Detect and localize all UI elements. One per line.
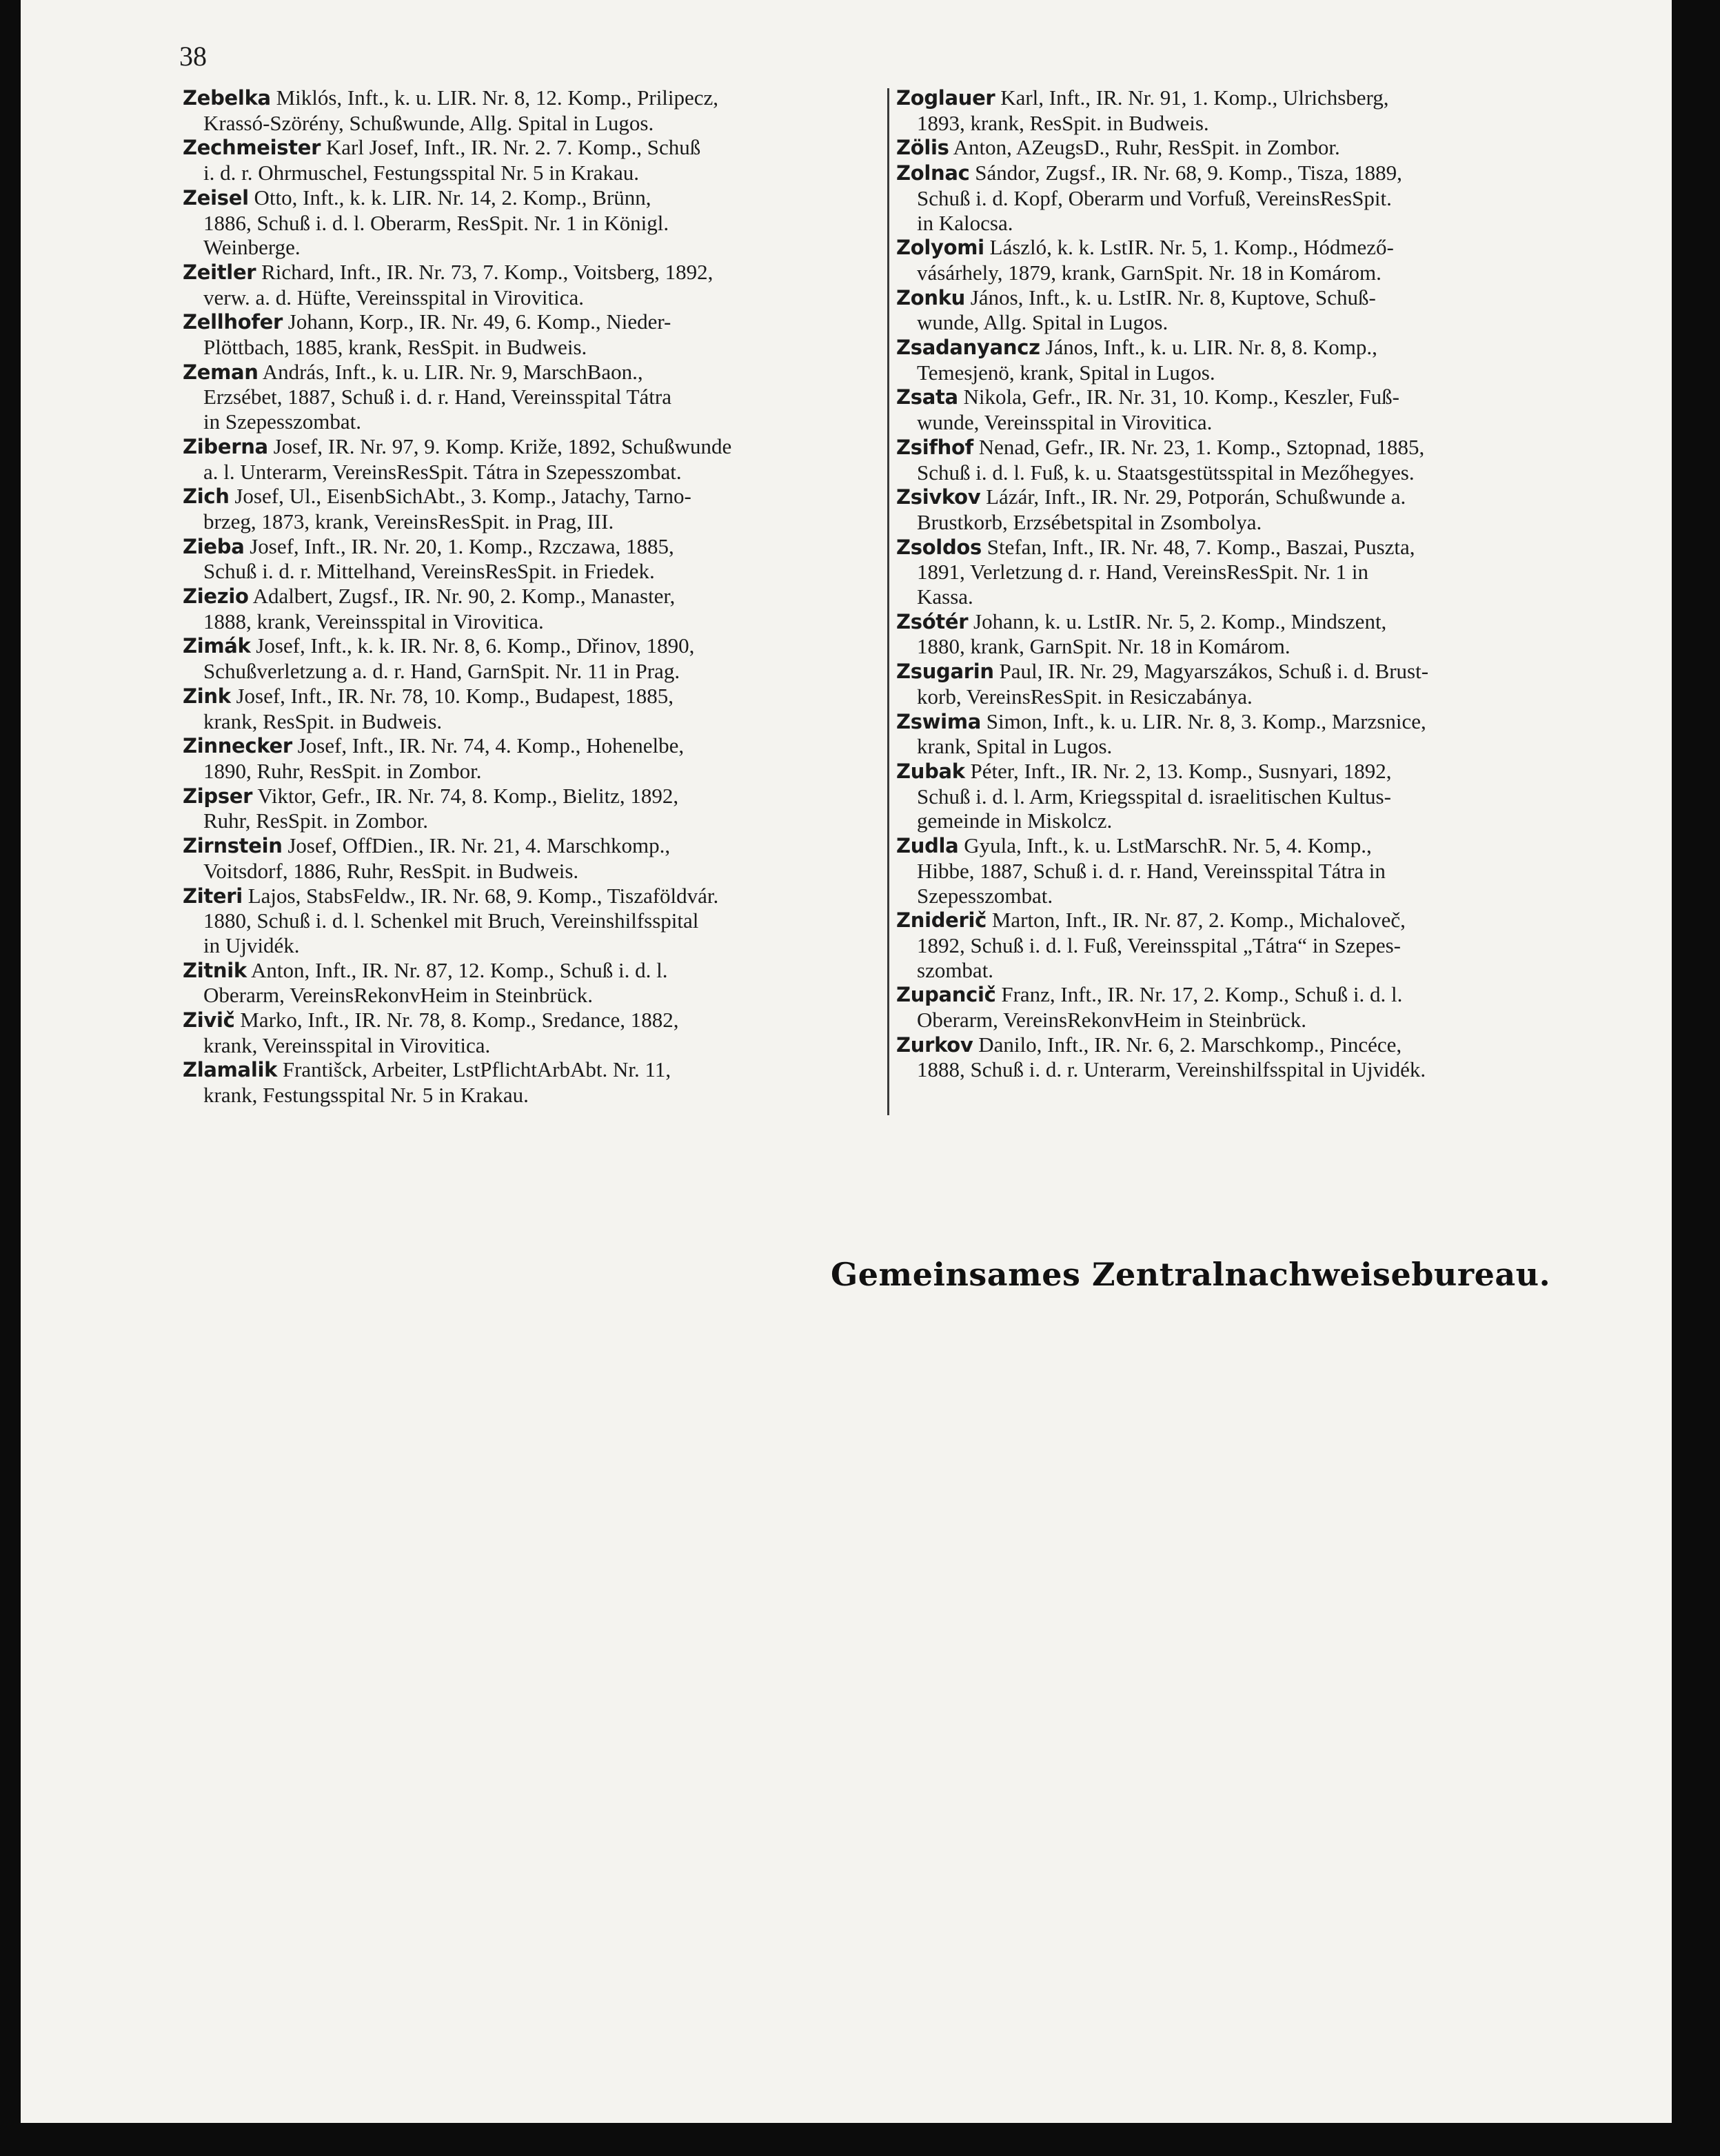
entry-line	[896, 784, 1606, 809]
entry-surname: Zipser	[183, 784, 253, 808]
entry-line	[183, 709, 882, 734]
list-item	[183, 733, 882, 783]
entry-text: Richard, Inft., IR. Nr. 73, 7. Komp., Voitsberg, 1892,	[261, 259, 714, 284]
entry-text: in Szepesszombat.	[203, 409, 362, 434]
entry-line	[183, 335, 882, 360]
list-item	[896, 485, 1606, 534]
entry-line	[183, 434, 882, 460]
list-item	[183, 1057, 882, 1107]
entry-line	[896, 1033, 1606, 1058]
entry-line	[183, 309, 882, 335]
entry-line	[183, 983, 882, 1008]
entry-surname: Zsivkov	[896, 485, 981, 509]
entry-line	[183, 460, 882, 485]
entry-line	[183, 609, 882, 634]
entry-line	[896, 485, 1606, 510]
list-item	[896, 833, 1606, 908]
entry-text: Karl Josef, Inft., IR. Nr. 2. 7. Komp., Schuß	[325, 135, 701, 160]
entry-surname: Zivič	[183, 1008, 235, 1033]
entry-text: Johann, Korp., IR. Nr. 49, 6. Komp., Nieder-	[287, 309, 671, 334]
list-item	[896, 161, 1606, 235]
entry-surname: Zechmeister	[183, 136, 321, 160]
entry-line	[183, 584, 882, 609]
entry-surname: Zswima	[896, 709, 982, 733]
entry-surname: Zsifhof	[896, 435, 973, 459]
entry-line	[183, 684, 882, 709]
entry-text: 1893, krank, ResSpit. in Budweis.	[917, 110, 1209, 135]
entry-text: János, Inft., k. u. LstIR. Nr. 8, Kuptove, Schuß-	[970, 285, 1376, 309]
entry-text: krank, ResSpit. in Budweis.	[203, 709, 443, 733]
list-item	[896, 659, 1606, 709]
entry-line	[183, 784, 882, 809]
entry-surname: Zonku	[896, 285, 966, 309]
entry-text: Josef, Ul., EisenbSichAbt., 3. Komp., Jatachy, Tarno-	[234, 484, 691, 509]
entry-surname: Zsoldos	[896, 535, 982, 559]
list-item	[183, 85, 882, 135]
list-item	[896, 609, 1606, 659]
entry-text: Anton, Inft., IR. Nr. 87, 12. Komp., Schuß i. d. l.	[250, 957, 668, 982]
entry-line	[896, 161, 1606, 186]
entry-line	[183, 958, 882, 984]
list-item	[896, 235, 1606, 285]
entry-line	[896, 460, 1606, 485]
entry-line	[183, 808, 882, 833]
entry-text: 1890, Ruhr, ResSpit. in Zombor.	[203, 758, 482, 783]
entry-surname: Zich	[183, 485, 230, 509]
entry-line	[896, 709, 1606, 735]
entry-text: 1888, Schuß i. d. r. Unterarm, Vereinshilfsspital in Ujvidék.	[917, 1057, 1426, 1082]
entry-text: Gyula, Inft., k. u. LstMarschR. Nr. 5, 4. Komp.,	[964, 833, 1372, 858]
entry-surname: Zupancič	[896, 983, 996, 1007]
entry-text: vásárhely, 1879, krank, GarnSpit. Nr. 18 in Komárom.	[917, 260, 1382, 285]
list-item	[183, 484, 882, 533]
entry-surname: Zolyomi	[896, 236, 984, 260]
entry-line	[896, 982, 1606, 1008]
list-item	[183, 684, 882, 733]
entry-line	[896, 1057, 1606, 1082]
entry-line	[896, 859, 1606, 884]
entry-text: Karl, Inft., IR. Nr. 91, 1. Komp., Ulrichsberg,	[1000, 85, 1389, 110]
entry-text: Lajos, StabsFeldw., IR. Nr. 68, 9. Komp., Tiszaföldvár.	[247, 883, 719, 908]
entry-line	[183, 111, 882, 136]
entry-line	[896, 560, 1606, 584]
entry-surname: Ziezio	[183, 584, 249, 609]
entry-line	[896, 884, 1606, 908]
entry-line	[896, 1008, 1606, 1033]
entry-line	[183, 135, 882, 161]
entry-surname: Zink	[183, 684, 231, 708]
entry-surname: Zsótér	[896, 609, 969, 633]
entry-text: Simon, Inft., k. u. LIR. Nr. 8, 3. Komp., Marzsnice,	[986, 709, 1426, 733]
entry-text: krank, Spital in Lugos.	[917, 734, 1113, 759]
entry-text: wunde, Vereinsspital in Virovitica.	[917, 410, 1213, 435]
entry-text: Erzsébet, 1887, Schuß i. d. r. Hand, Vereinsspital Tátra	[203, 385, 671, 409]
entry-text: a. l. Unterarm, VereinsResSpit. Tátra in Szepesszombat.	[203, 459, 682, 484]
entry-text: Kassa.	[917, 584, 973, 609]
entry-line	[896, 684, 1606, 709]
list-item	[183, 784, 882, 833]
entry-text: korb, VereinsResSpit. in Resiczabánya.	[917, 684, 1253, 709]
entry-line	[183, 85, 882, 111]
entry-surname: Zolnac	[896, 161, 970, 185]
entry-text: krank, Festungsspital Nr. 5 in Krakau.	[203, 1083, 529, 1108]
entry-surname: Zieba	[183, 534, 245, 558]
entry-text: Péter, Inft., IR. Nr. 2, 13. Komp., Susnyari, 1892,	[970, 758, 1392, 783]
entry-text: László, k. k. LstIR. Nr. 5, 1. Komp., Hódmező-	[989, 235, 1394, 260]
entry-text: 1880, Schuß i. d. l. Schenkel mit Bruch, Vereinshilfsspital	[203, 908, 699, 933]
entry-surname: Zeisel	[183, 185, 249, 210]
entry-line	[183, 1057, 882, 1083]
entry-text: Plöttbach, 1885, krank, ResSpit. in Budweis.	[203, 335, 587, 360]
entry-line	[183, 385, 882, 409]
entry-line	[896, 759, 1606, 784]
entry-text: krank, Vereinsspital in Virovitica.	[203, 1033, 491, 1057]
entry-line	[896, 958, 1606, 983]
entry-line	[896, 186, 1606, 211]
entry-line	[896, 285, 1606, 311]
entry-line	[896, 535, 1606, 560]
entry-surname: Zsadanyancz	[896, 336, 1040, 360]
document-page	[21, 0, 1672, 2123]
entry-text: Schuß i. d. Kopf, Oberarm und Vorfuß, VereinsResSpit.	[917, 185, 1392, 210]
entry-line	[183, 1033, 882, 1058]
entry-text: Schußverletzung a. d. r. Hand, GarnSpit. Nr. 11 in Prag.	[203, 659, 680, 684]
entry-line	[183, 884, 882, 909]
entry-text: Schuß i. d. l. Fuß, k. u. Staatsgestütsspital in Mezőhegyes.	[917, 460, 1415, 485]
list-item	[896, 1033, 1606, 1082]
entry-text: Oberarm, VereinsRekonvHeim in Steinbrück.	[917, 1008, 1307, 1033]
entry-line	[896, 360, 1606, 385]
entry-line	[183, 633, 882, 659]
list-item	[183, 633, 882, 683]
entry-line	[183, 185, 882, 211]
entry-line	[896, 734, 1606, 759]
entry-surname: Zitnik	[183, 958, 247, 982]
entry-text: Nenad, Gefr., IR. Nr. 23, 1. Komp., Sztopnad, 1885,	[978, 434, 1425, 459]
entry-text: Josef, Inft., IR. Nr. 74, 4. Komp., Hohenelbe,	[297, 733, 685, 758]
entry-surname: Zellhofer	[183, 310, 283, 334]
entry-line	[183, 559, 882, 584]
list-item	[896, 285, 1606, 335]
list-item	[896, 385, 1606, 434]
entry-line	[183, 161, 882, 185]
entry-line	[183, 1008, 882, 1033]
entry-text: Voitsdorf, 1886, Ruhr, ResSpit. in Budweis.	[203, 858, 579, 883]
entry-surname: Zniderič	[896, 908, 987, 933]
entry-line	[896, 211, 1606, 236]
entry-text: in Kalocsa.	[917, 210, 1013, 235]
entry-surname: Zurkov	[896, 1033, 973, 1057]
entry-text: 1880, krank, GarnSpit. Nr. 18 in Komárom.	[917, 634, 1291, 659]
entry-surname: Ziberna	[183, 434, 268, 458]
entry-line	[896, 85, 1606, 111]
entry-text: Josef, OffDien., IR. Nr. 21, 4. Marschkomp.,	[287, 833, 671, 858]
left-column	[183, 85, 882, 1108]
entry-line	[896, 261, 1606, 285]
entry-surname: Zeitler	[183, 260, 256, 284]
entry-surname: Zinnecker	[183, 734, 292, 758]
entry-surname: Zimák	[183, 634, 251, 658]
list-item	[183, 884, 882, 958]
entry-line	[183, 509, 882, 534]
entry-line	[183, 859, 882, 884]
list-item	[183, 434, 882, 484]
entry-text: Josef, Inft., IR. Nr. 78, 10. Komp., Budapest, 1885,	[236, 683, 674, 708]
entry-line	[183, 733, 882, 759]
entry-line	[896, 659, 1606, 684]
entry-line	[183, 1083, 882, 1108]
entry-line	[183, 484, 882, 509]
list-item	[183, 260, 882, 309]
entry-text: i. d. r. Ohrmuschel, Festungsspital Nr. 5 in Krakau.	[203, 161, 639, 185]
entry-text: Stefan, Inft., IR. Nr. 48, 7. Komp., Baszai, Puszta,	[987, 534, 1415, 559]
list-item	[183, 833, 882, 883]
entry-text: Sándor, Zugsf., IR. Nr. 68, 9. Komp., Tisza, 1889,	[975, 161, 1402, 185]
entry-text: Brustkorb, Erzsébetspital in Zsombolya.	[917, 509, 1262, 534]
entry-line	[896, 310, 1606, 335]
entry-text: Josef, Inft., k. k. IR. Nr. 8, 6. Komp., Dřinov, 1890,	[256, 633, 695, 658]
entry-text: Krassó-Szörény, Schußwunde, Allg. Spital in Lugos.	[203, 110, 654, 135]
section-heading: Gemeinsames Zentralnachweisebureau.	[831, 1256, 1551, 1293]
entry-text: gemeinde in Miskolcz.	[917, 808, 1113, 833]
list-item	[896, 335, 1606, 385]
entry-text: Lázár, Inft., IR. Nr. 29, Potporán, Schußwunde a.	[986, 485, 1406, 509]
entry-line	[183, 211, 882, 236]
entry-line	[183, 285, 882, 310]
entry-line	[896, 634, 1606, 659]
entry-text: 1892, Schuß i. d. l. Fuß, Vereinsspital „Tátra“ in Szepes-	[917, 933, 1401, 957]
entry-text: verw. a. d. Hüfte, Vereinsspital in Virovitica.	[203, 285, 584, 309]
entry-line	[896, 833, 1606, 859]
entry-surname: Zsata	[896, 385, 958, 409]
entry-line	[183, 659, 882, 684]
entry-text: Otto, Inft., k. k. LIR. Nr. 14, 2. Komp., Brünn,	[254, 185, 651, 210]
list-item	[896, 135, 1606, 161]
entry-text: Františck, Arbeiter, LstPflichtArbAbt. Nr. 11,	[282, 1057, 671, 1082]
entry-line	[183, 833, 882, 859]
entry-line	[896, 584, 1606, 609]
entry-text: Johann, k. u. LstIR. Nr. 5, 2. Komp., Mindszent,	[973, 609, 1387, 633]
list-item	[183, 958, 882, 1008]
entry-text: in Ujvidék.	[203, 933, 300, 957]
entry-text: wunde, Allg. Spital in Lugos.	[917, 310, 1168, 335]
entry-line	[183, 235, 882, 260]
list-item	[896, 435, 1606, 485]
entry-line	[896, 335, 1606, 360]
entry-text: Marton, Inft., IR. Nr. 87, 2. Komp., Michaloveč,	[991, 908, 1406, 933]
entry-line	[896, 808, 1606, 833]
list-item	[896, 982, 1606, 1032]
entry-line	[183, 534, 882, 560]
right-column	[896, 85, 1606, 1082]
entry-text: Paul, IR. Nr. 29, Magyarszákos, Schuß i. d. Brust-	[999, 659, 1429, 684]
list-item	[183, 1008, 882, 1057]
entry-text: Miklós, Inft., k. u. LIR. Nr. 8, 12. Komp., Prilipecz,	[276, 85, 719, 110]
entry-line	[183, 759, 882, 784]
list-item	[183, 185, 882, 260]
entry-line	[896, 385, 1606, 410]
entry-text: Marko, Inft., IR. Nr. 78, 8. Komp., Sredance, 1882,	[240, 1008, 679, 1033]
entry-line	[896, 510, 1606, 535]
entry-text: szombat.	[917, 957, 994, 982]
list-item	[896, 535, 1606, 609]
entry-text: Danilo, Inft., IR. Nr. 6, 2. Marschkomp., Pincéce,	[978, 1032, 1402, 1057]
page-number: 38	[179, 41, 207, 72]
entry-text: Adalbert, Zugsf., IR. Nr. 90, 2. Komp., Manaster,	[252, 584, 676, 609]
entry-line	[896, 933, 1606, 958]
list-item	[896, 709, 1606, 759]
entry-surname: Zeman	[183, 360, 259, 384]
entry-text: Hibbe, 1887, Schuß i. d. r. Hand, Vereinsspital Tátra in	[917, 858, 1386, 883]
entry-text: Josef, Inft., IR. Nr. 20, 1. Komp., Rzczawa, 1885,	[250, 533, 674, 558]
entry-text: Ruhr, ResSpit. in Zombor.	[203, 808, 428, 833]
entry-text: János, Inft., k. u. LIR. Nr. 8, 8. Komp.,	[1045, 335, 1377, 360]
entry-surname: Zubak	[896, 759, 965, 783]
entry-line	[896, 908, 1606, 933]
entry-text: Temesjenö, krank, Spital in Lugos.	[917, 360, 1215, 385]
entry-text: Josef, IR. Nr. 97, 9. Komp. Križe, 1892, Schußwunde	[273, 434, 732, 458]
entry-line	[183, 933, 882, 958]
entry-line	[896, 135, 1606, 161]
entry-text: 1886, Schuß i. d. l. Oberarm, ResSpit. Nr. 1 in Königl.	[203, 210, 669, 235]
list-item	[183, 534, 882, 584]
list-item	[183, 584, 882, 633]
entry-line	[896, 235, 1606, 261]
list-item	[183, 309, 882, 359]
list-item	[896, 759, 1606, 833]
entry-surname: Zlamalik	[183, 1058, 278, 1082]
entry-text: Franz, Inft., IR. Nr. 17, 2. Komp., Schuß i. d. l.	[1001, 982, 1403, 1007]
entry-line	[183, 908, 882, 933]
entry-line	[183, 409, 882, 434]
entry-surname: Zirnstein	[183, 834, 283, 858]
entry-text: Oberarm, VereinsRekonvHeim in Steinbrück.	[203, 983, 594, 1008]
entry-surname: Zebelka	[183, 86, 271, 110]
entry-text: Weinberge.	[203, 235, 301, 260]
entry-line	[896, 111, 1606, 136]
entry-line	[183, 260, 882, 285]
entry-surname: Ziteri	[183, 884, 243, 908]
entry-text: 1891, Verletzung d. r. Hand, VereinsResSpit. Nr. 1 in	[917, 560, 1368, 584]
entry-surname: Zölis	[896, 136, 949, 160]
entry-text: Schuß i. d. r. Mittelhand, VereinsResSpit. in Friedek.	[203, 559, 655, 584]
entry-text: Schuß i. d. l. Arm, Kriegsspital d. israelitischen Kultus-	[917, 784, 1391, 808]
column-divider	[887, 88, 889, 1115]
entry-text: 1888, krank, Vereinsspital in Virovitica.	[203, 609, 544, 633]
entry-text: András, Inft., k. u. LIR. Nr. 9, MarschBaon.,	[262, 359, 643, 384]
list-item	[183, 360, 882, 434]
entry-text: brzeg, 1873, krank, VereinsResSpit. in Prag, III.	[203, 509, 614, 533]
entry-line	[896, 435, 1606, 460]
entry-surname: Zoglauer	[896, 86, 995, 110]
entry-line	[896, 410, 1606, 435]
entry-line	[183, 360, 882, 385]
entry-surname: Zsugarin	[896, 660, 994, 684]
entry-line	[896, 609, 1606, 635]
entry-text: Szepesszombat.	[917, 883, 1053, 908]
list-item	[896, 85, 1606, 135]
entry-text: Nikola, Gefr., IR. Nr. 31, 10. Komp., Keszler, Fuß-	[963, 385, 1399, 409]
entry-text: Viktor, Gefr., IR. Nr. 74, 8. Komp., Bielitz, 1892,	[257, 783, 679, 808]
entry-text: Anton, AZeugsD., Ruhr, ResSpit. in Zombor.	[953, 135, 1340, 160]
list-item	[183, 135, 882, 185]
list-item	[896, 908, 1606, 982]
entry-surname: Zudla	[896, 834, 959, 858]
